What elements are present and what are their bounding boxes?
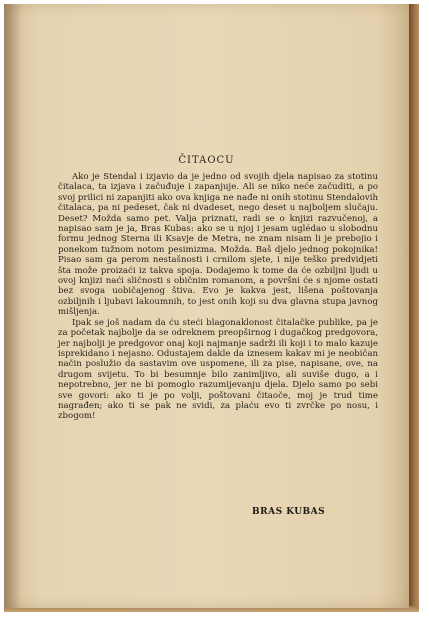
book-page bbox=[4, 4, 409, 608]
author-signature: BRAS KUBAS bbox=[252, 507, 326, 517]
book-edge bbox=[409, 4, 419, 608]
paragraph-2: Ipak se još nadam da ću steći blagonaklonost čitalačke publike, pa je za početak najbolje da se odreknem preopširnog i dugačkog predgovora, jer najbolji je predgovor onaj koji najmanje sadrži ili koji i to malo kazuje isprekidano i nejasno. Odustajem dakle da iznesem kakav mi je neobičan način poslužio da sastavim ove uspomene, ili za pise, napisane, ove, na drugom svijetu. To bi besumnje bilo zanimljivo, ali suviše dugo, a i nepotrebno, jer ne bi pomoglo razumijevanju djela. Djelo samo po sebi sve govori: ako ti je po volji, poštovani čitaoče, moj je trud time nagrađen; ako ti se pak ne svidi, za plaću evo ti zvrčke po nosu, i zbogom! bbox=[58, 317, 378, 422]
paragraph-1: Ako je Stendal i izjavio da je jedno od svojih djela napisao za stotinu čitalaca, ta izjava i začuđuje i zapanjuje. Ali se niko neće začuditi, a po svoj prilici ni zapanjiti ako ova knjiga ne nađe ni onih stotinu Stendalovih čitalaca, pa ni pedeset, čak ni dvadeset, nego deset u najboljem slučaju. Deset? Možda samo pet. Valja priznati, radi se o knjizi razvučenoj, a napisao sam je ja, Bras Kubas: ako se u njoj i jesam uglédao u slobodnu formu jednog Sterna ili Ksavje de Metra, ne znam nisam li je prebojio i ponekom tužnom notom pesimizma. Možda. Baš djelo jednog pokojnika! Pisao sam ga perom nestašnosti i crnilom sjete, i nije teško predvidjeti šta može proizaći iz takva spoja. Dodajemo k tome da će ozbiljni ljudi u ovoj knjizi naći sličnosti s običnim romanom, a površni će s njome ostati bez svoga uobičajenog štiva. Evo je kakva jest, lišena poštovanja ozbiljnih i ljubavi lakoumnih, to jest onih koji su dva glavna stupa javnog mišljenja. bbox=[58, 172, 378, 318]
preface-text bbox=[58, 172, 378, 422]
spine-shadow bbox=[4, 4, 22, 608]
page-heading: ČITAOCU bbox=[178, 155, 235, 166]
